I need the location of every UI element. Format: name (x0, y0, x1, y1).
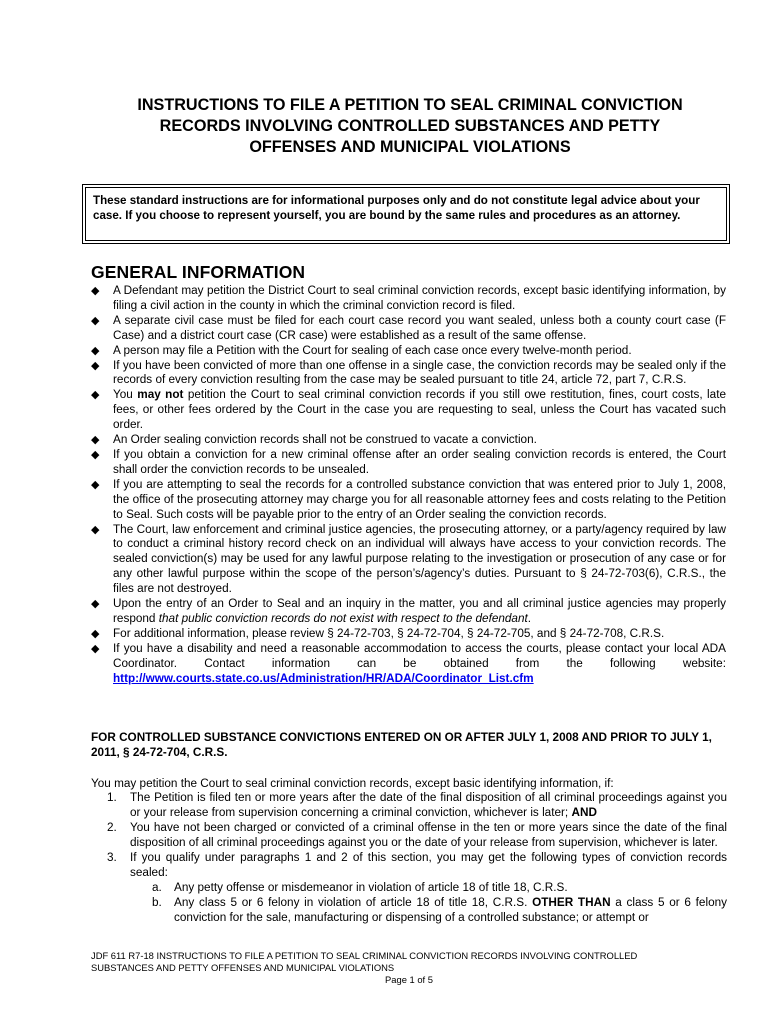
list-item: ◆ An Order sealing conviction records shall not be construed to vacate a conviction. (91, 433, 537, 447)
diamond-icon: ◆ (91, 598, 100, 611)
list-item: ◆ A person may file a Petition with the Court for sealing of each case once every twelve-month period. (91, 343, 632, 357)
diamond-icon: ◆ (91, 434, 100, 447)
page-number: Page 1 of 5 (385, 974, 433, 985)
disclaimer-text: These standard instructions are for informational purposes only and do not constitute legal advice about your case. If you choose to represent yourself, you are bound by the same rules and procedures as an attorney. (85, 187, 727, 241)
list-item: ◆ The Court, law enforcement and criminal justice agencies, the prosecuting attorney, or a party/agency required by law to conduct a criminal history record check on an individual will always have access to your conviction records. The sealed conviction(s) may be used for any lawful purpose relating to the investigation or prosecution of any case or for any other lawful purpose within the scope of the person’s/agency’s duties. Pursuant to § 24-72-703(6), C.R.S., the files are not destroyed. (91, 522, 726, 596)
list-item: ◆ If you are attempting to seal the records for a controlled substance conviction that was entered prior to July 1, 2008, the office of the prosecuting attorney may charge you for all reasonable attorney fees and costs relating to the Petition to Seal. Such costs will be payable prior to the entry of an Order sealing the conviction records. (91, 477, 726, 521)
list-item: a. Any petty offense or misdemeanor in violation of article 18 of title 18, C.R.S. (152, 881, 568, 894)
diamond-icon: ◆ (91, 389, 100, 402)
list-item: 1. The Petition is filed ten or more years after the date of the final disposition of all criminal proceedings against you or your release from supervision concerning a criminal conviction, whichever is later; AND (107, 791, 727, 819)
section-intro: You may petition the Court to seal criminal conviction records, except basic identifying information, if: (91, 777, 614, 790)
section-heading: FOR CONTROLLED SUBSTANCE CONVICTIONS ENTERED ON OR AFTER JULY 1, 2008 AND PRIOR TO JULY 1, 2011, § 24-72-704, C.R.S. (91, 731, 712, 759)
list-item: ◆ If you have been convicted of more than one offense in a single case, the conviction records may be sealed only if the records of every conviction resulting from the case may be sealed pursuant to title 24, article 72, part 7, C.R.S. (91, 358, 726, 387)
diamond-icon: ◆ (91, 478, 100, 491)
list-item: ◆ If you have a disability and need a reasonable accommodation to access the courts, please contact your local ADA Coordinator. Contact information can be obtained from the following website: http://www.courts.state.co.us/Administration/HR/ADA/Coordinator_List.cfm (91, 641, 726, 685)
ada-coordinator-link[interactable]: http://www.courts.state.co.us/Administration/HR/ADA/Coordinator_List.cfm (113, 671, 534, 685)
list-item: 3. If you qualify under paragraphs 1 and 2 of this section, you may get the following types of conviction records sealed: a. Any petty offense or misdemeanor in violation of article 18 of title 18, C.R.S. b. Any class 5 or 6 felony in violation of article 18 of title 18, C.R.S. OTHER THAN a class 5 or 6 felony conviction for the sale, manufacturing or dispensing of a controlled substance; or attempt or (107, 851, 728, 924)
list-item: ◆ For additional information, please review § 24-72-703, § 24-72-704, § 24-72-705, and § 24-72-708, C.R.S. (91, 626, 665, 640)
diamond-icon: ◆ (91, 344, 100, 357)
footer-line-2: SUBSTANCES AND PETTY OFFENSES AND MUNICIPAL VIOLATIONS (91, 962, 395, 973)
list-item: ◆ If you obtain a conviction for a new criminal offense after an order sealing conviction records is entered, the Court shall order the conviction records to be unsealed. (91, 447, 726, 476)
record-types-list (130, 880, 727, 925)
list-item: ◆ A separate civil case must be filed for each court case record you want sealed, unless both a county court case (F Case) and a district court case (CR case) were established as a result of the same offense. (91, 313, 726, 342)
list-item: 2. You have not been charged or convicted of a criminal offense in the ten or more years since the date of the final disposition of all criminal proceedings against you or the date of your release from supervision, whichever is later. (107, 821, 727, 849)
list-item: ◆ A Defendant may petition the District Court to seal criminal conviction records, except basic identifying information, by filing a civil action in the county in which the criminal conviction record is filed. (91, 284, 726, 312)
title-line-1: INSTRUCTIONS TO FILE A PETITION TO SEAL CRIMINAL CONVICTION (137, 96, 683, 114)
title-line-3: OFFENSES AND MUNICIPAL VIOLATIONS (249, 138, 571, 156)
diamond-icon: ◆ (91, 285, 100, 297)
document-title (90, 95, 730, 158)
diamond-icon: ◆ (91, 642, 100, 655)
list-item: b. Any class 5 or 6 felony in violation of article 18 of title 18, C.R.S. OTHER THAN a class 5 or 6 felony conviction for the sale, manufacturing or dispensing of a controlled substance; or attempt or (152, 896, 728, 924)
diamond-icon: ◆ (91, 448, 100, 461)
disclaimer-box (82, 184, 730, 244)
footer-line-1: JDF 611 R7-18 INSTRUCTIONS TO FILE A PETITION TO SEAL CRIMINAL CONVICTION RECORDS INVOLVING CONTROLLED (91, 950, 638, 961)
diamond-icon: ◆ (91, 627, 100, 640)
diamond-icon: ◆ (91, 359, 100, 372)
general-information-list (91, 284, 726, 686)
eligibility-list (91, 790, 727, 925)
page-footer (91, 950, 727, 986)
list-item: ◆ Upon the entry of an Order to Seal and an inquiry in the matter, you and all criminal justice agencies may properly respond that public conviction records do not exist with respect to the defendant. (91, 597, 726, 625)
diamond-icon: ◆ (91, 314, 100, 327)
list-item: ◆ You may not petition the Court to seal criminal conviction records if you still owe restitution, fines, court costs, late fees, or other fees ordered by the Court in the case you are requesting to seal, unless the Court has vacated such order. (91, 388, 727, 432)
diamond-icon: ◆ (91, 523, 100, 536)
general-information-heading: GENERAL INFORMATION (91, 262, 306, 282)
title-line-2: RECORDS INVOLVING CONTROLLED SUBSTANCES AND PETTY (159, 117, 661, 135)
